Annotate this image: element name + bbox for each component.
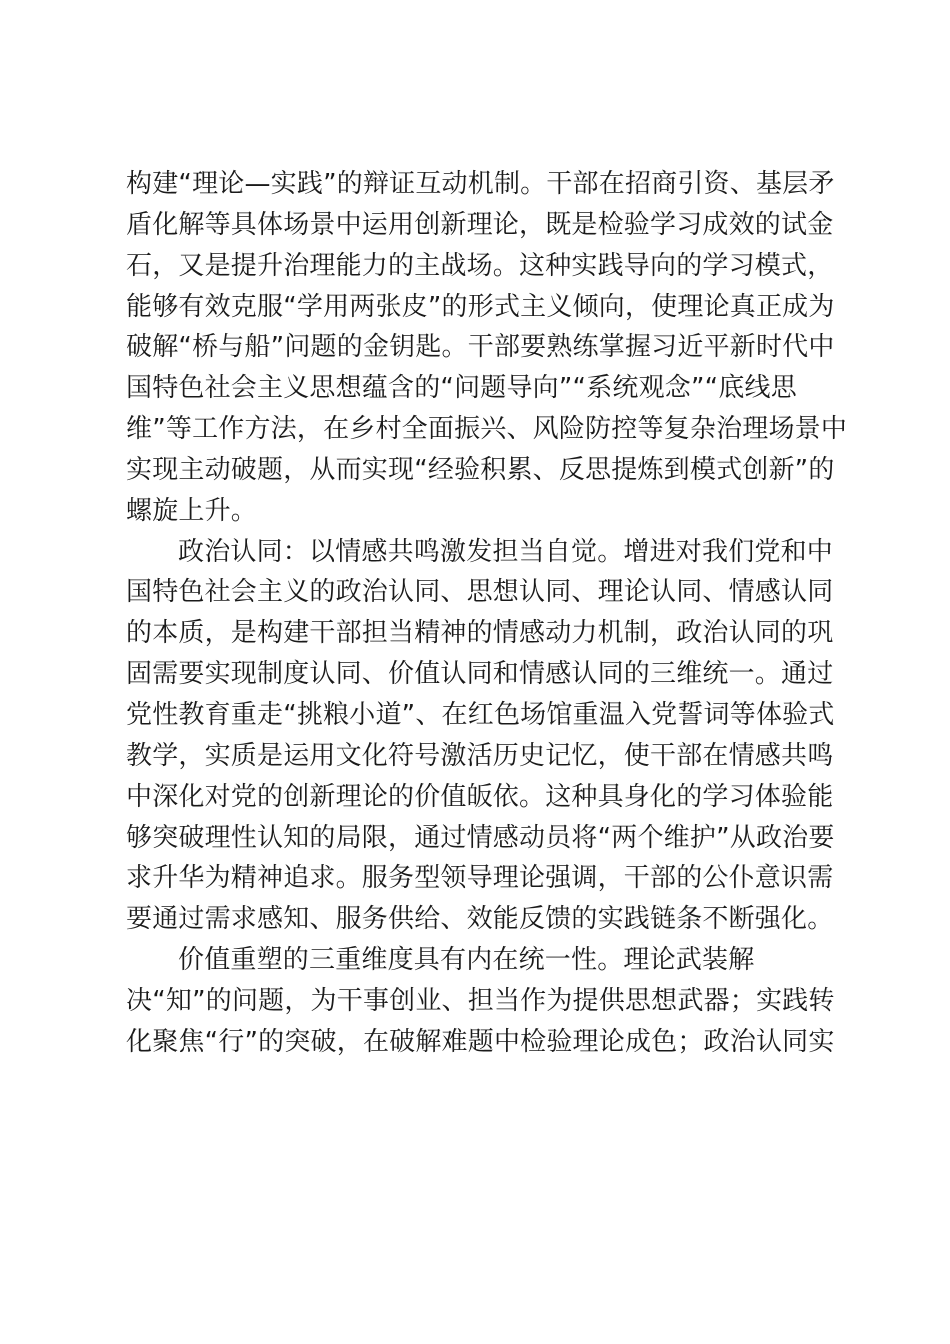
text-line: 中深化对党的创新理论的价值皈依。这种具身化的学习体验能 [126,781,834,812]
text-line: 的本质，是构建干部担当精神的情感动力机制，政治认同的巩 [126,618,834,649]
text-line: 政治认同：以情感共鸣激发担当自觉。增进对我们党和中 [178,536,834,567]
text-line: 国特色社会主义思想蕴含的“问题导向”“系统观念”“底线思 [126,373,797,404]
text-line: 价值重塑的三重维度具有内在统一性。理论武装解 [178,945,755,976]
body-text [126,164,846,1063]
text-line: 实现主动破题，从而实现“经验积累、反思提炼到模式创新”的 [126,454,835,485]
text-line: 决“知”的问题，为干事创业、担当作为提供思想武器；实践转 [126,985,835,1016]
text-line: 破解“桥与船”问题的金钥匙。干部要熟练掌握习近平新时代中 [126,332,835,363]
text-line: 维”等工作方法，在乡村全面振兴、风险防控等复杂治理场景中 [126,414,848,445]
text-line: 能够有效克服“学用两张皮”的形式主义倾向，使理论真正成为 [126,291,835,322]
text-line: 求升华为精神追求。服务型领导理论强调，干部的公仆意识需 [126,863,834,894]
text-line: 党性教育重走“挑粮小道”、在红色场馆重温入党誓词等体验式 [126,699,835,730]
text-line: 盾化解等具体场景中运用创新理论，既是检验学习成效的试金 [126,209,834,240]
text-line: 螺旋上升。 [126,495,258,526]
text-line: 化聚焦“行”的突破，在破解难题中检验理论成色；政治认同实 [126,1026,835,1057]
text-line: 构建“理论—实践”的辩证互动机制。干部在招商引资、基层矛 [126,169,835,199]
text-line: 够突破理性认知的局限，通过情感动员将“两个维护”从政治要 [126,822,835,853]
text-line: 教学，实质是运用文化符号激活历史记忆，使干部在情感共鸣 [126,740,834,771]
text-line: 石，又是提升治理能力的主战场。这种实践导向的学习模式， [126,250,834,281]
text-line: 国特色社会主义的政治认同、思想认同、理论认同、情感认同 [126,577,834,608]
text-line: 要通过需求感知、服务供给、效能反馈的实践链条不断强化。 [126,904,834,935]
text-line: 固需要实现制度认同、价值认同和情感认同的三维统一。通过 [126,659,834,690]
